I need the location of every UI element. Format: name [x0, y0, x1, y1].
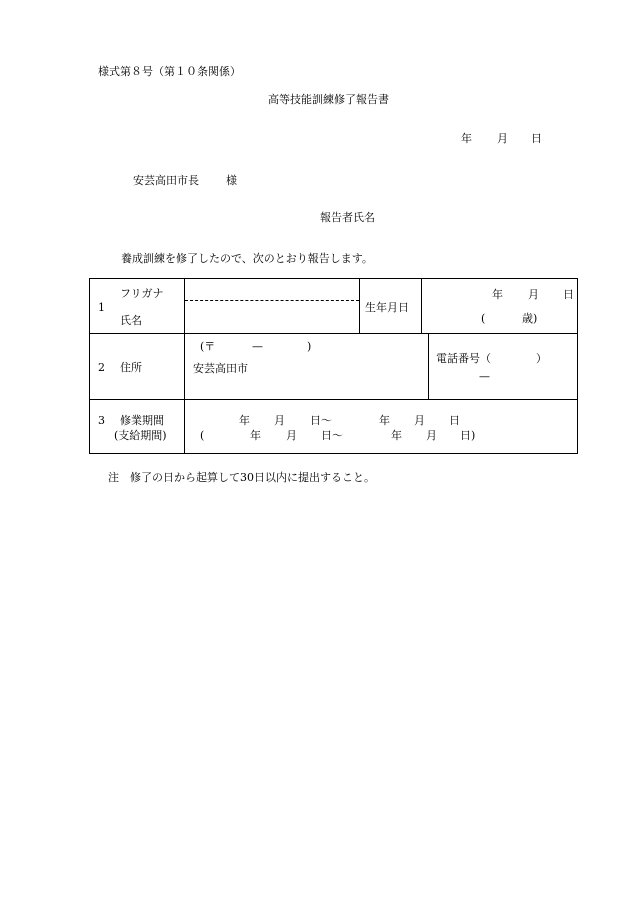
period-end-day: 日 [449, 414, 460, 427]
payment-period-label: (支給期間) [114, 429, 167, 442]
payment-start-year: 年 [250, 429, 261, 442]
phone-label: 電話番号（ [436, 352, 491, 365]
submission-note: 注 修了の日から起算して30日以内に提出すること。 [108, 471, 375, 484]
date-year: 年 [461, 132, 472, 145]
payment-end-year: 年 [391, 429, 402, 442]
furigana-label: フリガナ [120, 287, 164, 300]
document-title: 高等技能訓練修了報告書 [268, 93, 389, 106]
phone-dash: — [479, 370, 490, 383]
address-label: 住所 [120, 361, 142, 374]
period-start-day: 日～ [310, 414, 332, 427]
furigana-field[interactable] [186, 281, 358, 299]
address-city: 安芸高田市 [193, 362, 248, 375]
age-unit: 歳) [522, 312, 538, 325]
dob-year: 年 [492, 288, 503, 301]
date-month: 月 [497, 132, 508, 145]
row1-number: 1 [98, 301, 105, 314]
name-label: 氏名 [120, 314, 142, 327]
dob-day: 日 [563, 288, 574, 301]
age-open: ( [481, 312, 486, 325]
date-day: 日 [531, 132, 542, 145]
intro-text: 養成訓練を修了したので、次のとおり報告します。 [121, 252, 373, 265]
form-number: 様式第８号（第１０条関係） [98, 65, 241, 78]
addressee-name: 安芸高田市長 [133, 174, 199, 187]
payment-end-month: 月 [426, 429, 437, 442]
dob-month: 月 [528, 288, 539, 301]
addressee-honorific: 様 [226, 174, 237, 187]
period-label: 修業期間 [120, 414, 164, 427]
payment-open: ( [200, 429, 205, 442]
dob-label: 生年月日 [365, 301, 409, 314]
payment-start-day: 日～ [321, 429, 343, 442]
postal-open: (〒 [200, 340, 216, 353]
reporter-name-label: 報告者氏名 [320, 211, 375, 224]
period-start-month: 月 [274, 414, 285, 427]
report-table [89, 278, 578, 454]
period-end-month: 月 [414, 414, 425, 427]
phone-close: ） [536, 352, 547, 365]
period-start-year: 年 [239, 414, 250, 427]
postal-close: ) [307, 340, 312, 353]
name-field[interactable] [186, 302, 358, 332]
period-end-year: 年 [379, 414, 390, 427]
payment-start-month: 月 [286, 429, 297, 442]
row2-number: 2 [98, 361, 105, 374]
postal-dash: — [252, 340, 263, 353]
row3-number: 3 [98, 414, 105, 427]
payment-end-day: 日) [460, 429, 476, 442]
